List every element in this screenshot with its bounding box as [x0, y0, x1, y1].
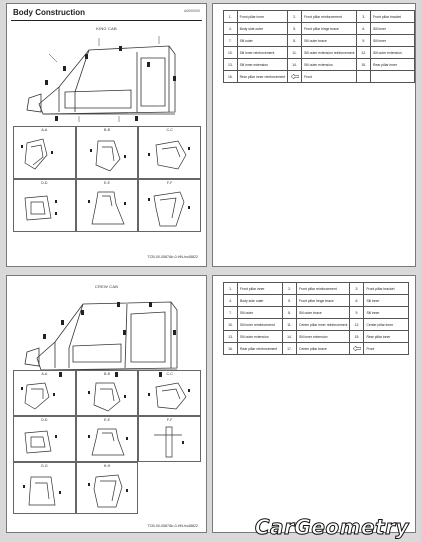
section-view-drawing	[80, 188, 136, 230]
legend-number: 16.	[224, 343, 238, 355]
section-view-label: F-F	[166, 418, 173, 422]
legend-number: 12.	[350, 319, 364, 331]
legend-number: 12.	[357, 47, 371, 59]
section-view-drawing	[17, 188, 73, 230]
king-cab-body-side-diagram	[19, 32, 197, 124]
watermark-logo: CarGeometry	[254, 515, 409, 539]
section-views-grid	[13, 126, 201, 232]
legend-row	[224, 295, 409, 307]
section-view-drawing	[80, 471, 136, 513]
legend-part-name: Rear pillar inner	[364, 331, 409, 343]
legend-row	[224, 283, 409, 295]
page-1-legend	[212, 3, 416, 267]
legend-part-name: Sill inner	[371, 35, 415, 47]
parts-legend-table	[223, 282, 409, 355]
legend-part-name: Front	[302, 71, 357, 83]
legend-part-name: Sill outer brace	[297, 307, 350, 319]
legend-part-name: Sill outer	[237, 35, 288, 47]
legend-part-name: Front pillar hinge brace	[302, 23, 357, 35]
section-view-g	[13, 462, 76, 514]
legend-part-name: Rear pillar inner	[371, 59, 415, 71]
legend-part-name: Sill outer extension	[371, 47, 415, 59]
legend-number: 11.	[283, 319, 297, 331]
page-1-diagram	[6, 3, 207, 267]
legend-number: 3.	[350, 283, 364, 295]
legend-part-name: Sill inner	[364, 307, 409, 319]
section-view-d	[13, 416, 76, 462]
crew-cab-body-side-diagram	[19, 290, 197, 378]
figure-id: TCB-00-0587Ab-0-HN-hs48822	[147, 255, 198, 259]
section-title: CREW CAB	[94, 284, 119, 289]
legend-part-name: Front pillar inner	[238, 283, 283, 295]
section-view-drawing	[17, 379, 73, 415]
section-view-c	[138, 126, 201, 179]
legend-part-name: Sill outer extension	[302, 59, 357, 71]
page-2-legend	[212, 275, 416, 533]
legend-number	[357, 71, 371, 83]
section-view-drawing	[80, 379, 136, 415]
section-view-b	[76, 126, 139, 179]
section-view-f	[138, 179, 201, 232]
legend-part-name: Sill outer	[238, 307, 283, 319]
section-view-label: B-B	[103, 372, 110, 376]
section-view-label: F-F	[166, 181, 173, 185]
section-view-drawing	[17, 135, 73, 177]
legend-part-name: Body side outer	[238, 295, 283, 307]
section-view-label: D-D	[41, 418, 48, 422]
legend-number: 17.	[283, 343, 297, 355]
legend-part-name: Front pillar reinforcement	[297, 283, 350, 295]
page-2-diagram	[6, 275, 207, 533]
legend-number: 7.	[224, 35, 238, 47]
section-view-label: G-G	[40, 464, 48, 468]
front-arrow-icon	[350, 343, 364, 355]
section-view-label: H-H	[103, 464, 111, 468]
front-arrow-icon	[288, 71, 302, 83]
legend-number: 1.	[224, 283, 238, 295]
header-code: A0000000	[184, 9, 200, 13]
section-view-drawing	[142, 135, 198, 177]
legend-number: 4.	[224, 295, 238, 307]
legend-number: 6.	[357, 23, 371, 35]
legend-row	[224, 59, 415, 71]
legend-part-name: Front	[364, 343, 409, 355]
legend-row	[224, 331, 409, 343]
section-view-e	[76, 416, 139, 462]
legend-part-name: Sill inner	[364, 295, 409, 307]
legend-part-name: Sill inner extension	[297, 331, 350, 343]
section-view-drawing	[142, 425, 198, 461]
legend-number: 15.	[357, 59, 371, 71]
legend-part-name: Sill outer brace	[302, 35, 357, 47]
legend-row	[224, 71, 415, 83]
legend-number: 9.	[357, 35, 371, 47]
legend-part-name: Front pillar bracket	[364, 283, 409, 295]
legend-part-name: Rear pillar inner reinforcement	[237, 71, 288, 83]
legend-number: 13.	[224, 59, 238, 71]
legend-number: 1.	[224, 11, 238, 23]
legend-row	[224, 343, 409, 355]
section-view-b	[76, 370, 139, 416]
legend-part-name: Center pillar inner	[364, 319, 409, 331]
section-view-f	[138, 416, 201, 462]
empty-cell	[138, 462, 201, 514]
legend-number: 5.	[283, 295, 297, 307]
legend-number: 16.	[224, 71, 238, 83]
legend-row	[224, 11, 415, 23]
legend-part-name: Sill outer extension	[238, 331, 283, 343]
section-view-c	[138, 370, 201, 416]
parts-legend-table	[223, 10, 415, 83]
legend-number: 3.	[357, 11, 371, 23]
legend-row	[224, 319, 409, 331]
legend-number: 11.	[288, 47, 302, 59]
legend-part-name: Front pillar bracket	[371, 11, 415, 23]
section-views-grid	[13, 370, 201, 514]
legend-row	[224, 47, 415, 59]
section-view-drawing	[80, 135, 136, 177]
legend-part-name: Front pillar inner	[237, 11, 288, 23]
legend-number: 8.	[283, 307, 297, 319]
legend-part-name: Sill inner reinforcement	[238, 319, 283, 331]
header-rule	[11, 20, 202, 21]
legend-number: 15.	[350, 331, 364, 343]
legend-number: 14.	[288, 59, 302, 71]
legend-part-name: Center pillar inner reinforcement	[297, 319, 350, 331]
legend-number: 14.	[283, 331, 297, 343]
legend-number: 9.	[350, 307, 364, 319]
legend-number: 13.	[224, 331, 238, 343]
legend-part-name: Front pillar hinge brace	[297, 295, 350, 307]
legend-row	[224, 35, 415, 47]
section-view-h	[76, 462, 139, 514]
section-view-label: D-D	[41, 181, 48, 185]
legend-number: 7.	[224, 307, 238, 319]
legend-part-name: Rear pillar reinforcement	[238, 343, 283, 355]
legend-part-name: Sill inner extension	[237, 59, 288, 71]
section-view-e	[76, 179, 139, 232]
legend-part-name: Sill inner reinforcement	[237, 47, 288, 59]
section-view-a	[13, 126, 76, 179]
section-view-label: A-A	[41, 128, 48, 132]
legend-part-name	[371, 71, 415, 83]
legend-part-name: Body side outer	[237, 23, 288, 35]
legend-part-name: Sill outer extension reinforcement	[302, 47, 357, 59]
section-view-drawing	[142, 379, 198, 415]
section-view-label: C-C	[166, 372, 173, 376]
header-title: Body Construction	[13, 8, 85, 17]
figure-id: TCB-00-0587Ab-0-HN-hs48822	[147, 524, 198, 528]
legend-row	[224, 307, 409, 319]
legend-part-name: Front pillar reinforcement	[302, 11, 357, 23]
legend-number: 5.	[288, 23, 302, 35]
section-view-drawing	[80, 425, 136, 461]
legend-number: 10.	[224, 47, 238, 59]
legend-number: 6.	[350, 295, 364, 307]
section-view-label: A-A	[41, 372, 48, 376]
legend-number: 8.	[288, 35, 302, 47]
section-view-label: E-E	[103, 418, 110, 422]
legend-number: 2.	[283, 283, 297, 295]
legend-number: 4.	[224, 23, 238, 35]
section-view-drawing	[17, 425, 73, 461]
legend-part-name: Center pillar brace	[297, 343, 350, 355]
legend-number: 10.	[224, 319, 238, 331]
legend-number: 2.	[288, 11, 302, 23]
legend-row	[224, 23, 415, 35]
section-view-label: B-B	[103, 128, 110, 132]
section-view-d	[13, 179, 76, 232]
section-view-drawing	[142, 188, 198, 230]
section-view-a	[13, 370, 76, 416]
section-view-label: E-E	[103, 181, 110, 185]
legend-part-name: Sill inner	[371, 23, 415, 35]
section-view-drawing	[17, 471, 73, 513]
section-view-label: C-C	[166, 128, 173, 132]
section-title: KING CAB	[96, 26, 117, 31]
